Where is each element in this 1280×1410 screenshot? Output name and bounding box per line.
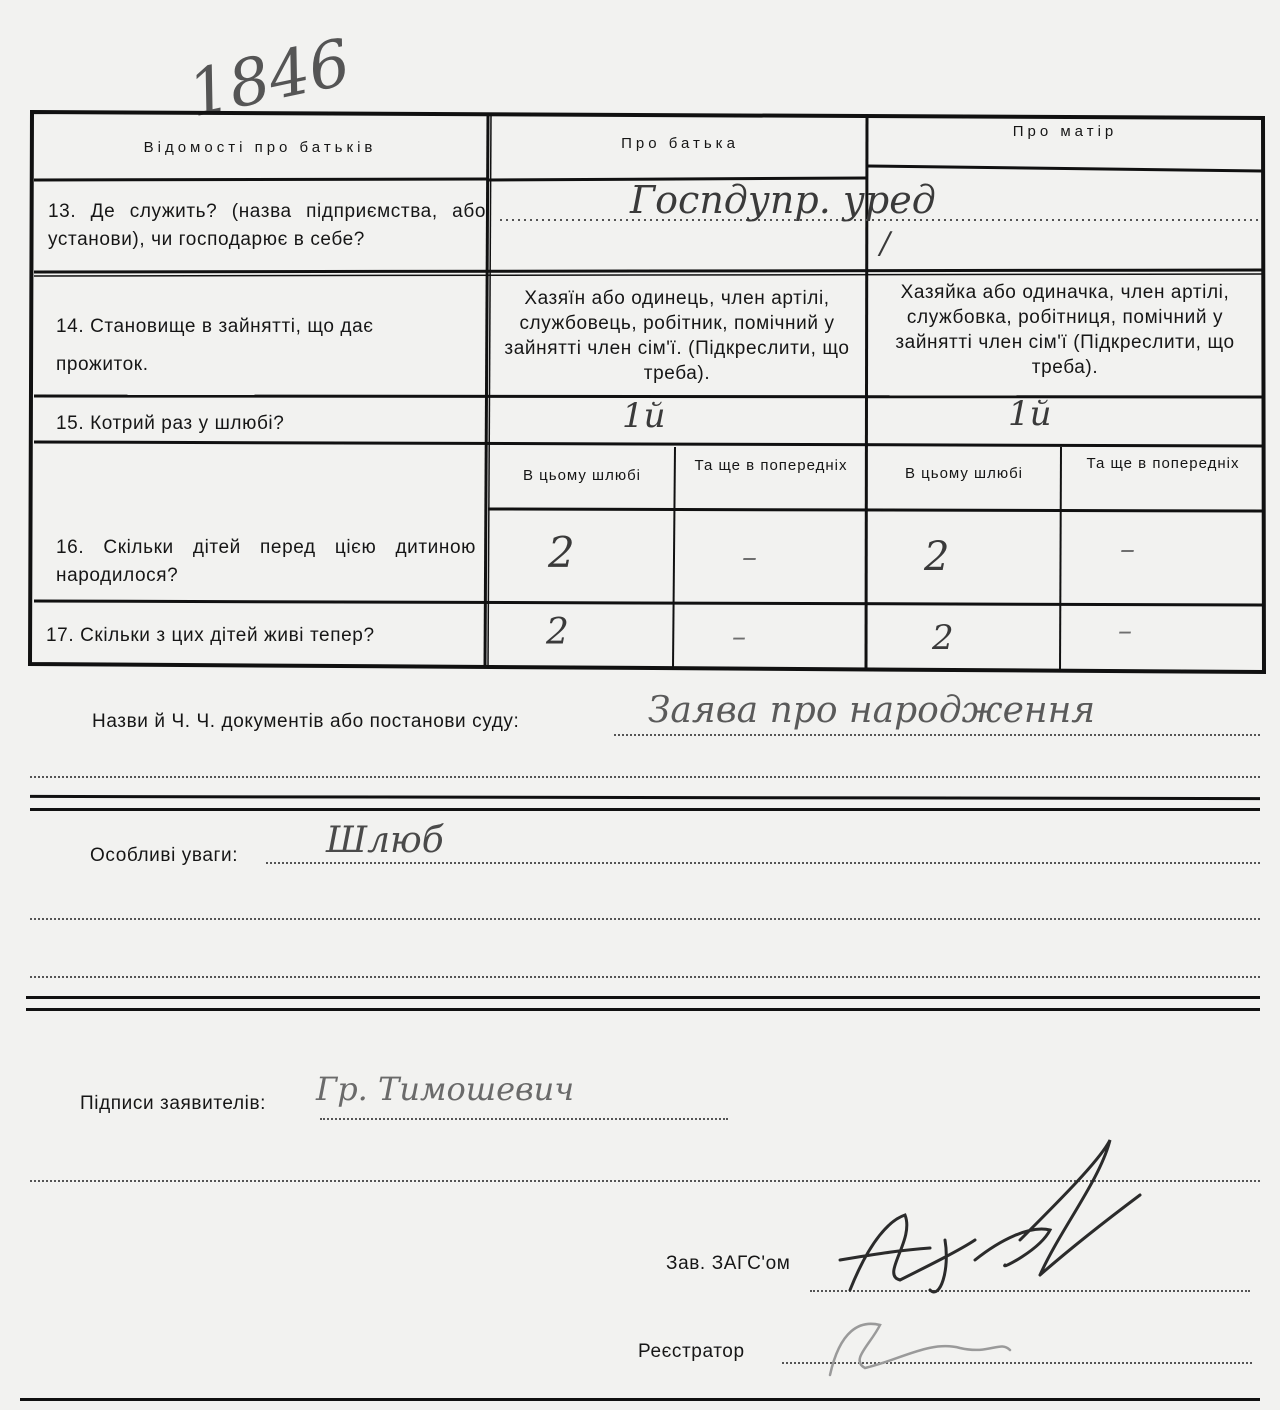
question-16-father-previous: – bbox=[742, 540, 757, 575]
question-13-answer-mother: / bbox=[880, 226, 891, 261]
question-17-father-this: 2 bbox=[546, 612, 569, 653]
head-label: Зав. ЗАГС'ом bbox=[666, 1253, 791, 1274]
notes-value-handwritten: Шлюб bbox=[326, 820, 444, 861]
question-15-answer-father: 1й bbox=[622, 396, 666, 436]
documents-label: Назви й Ч. Ч. документів або постанови суду: bbox=[92, 711, 520, 732]
documents-value-handwritten: Заява про народження bbox=[648, 690, 1096, 731]
question-16-label: 16. Скільки дітей перед цією дитиною народилося? bbox=[56, 537, 476, 586]
header-mother-column: Про матір bbox=[1012, 123, 1118, 140]
bottom-rule bbox=[20, 1398, 1260, 1401]
question-17-label: 17. Скільки з цих дітей живі тепер? bbox=[46, 625, 375, 646]
question-17-mother-previous: – bbox=[1118, 614, 1132, 647]
notes-label: Особливі уваги: bbox=[90, 845, 239, 866]
question-14-father-options: Хазяїн або одинець, член артілі, службовець, робітник, помічний у зайнятті член сім'ї. (Підкреслити, що треба). bbox=[504, 288, 850, 384]
question-15-label: 15. Котрий раз у шлюбі? bbox=[56, 413, 285, 434]
question-15-answer-mother: 1й bbox=[1008, 394, 1052, 434]
record-number-handwritten: 1846 bbox=[182, 25, 357, 133]
question-16-father-this-marriage-header: В цьому шлюбі bbox=[522, 467, 642, 484]
question-16-mother-this-marriage-header: В цьому шлюбі bbox=[904, 465, 1024, 482]
applicants-label: Підписи заявителів: bbox=[80, 1093, 267, 1114]
question-16-mother-previous-header: Та ще в попередніх bbox=[1086, 455, 1240, 472]
question-17-mother-this: 2 bbox=[932, 618, 954, 658]
question-13-answer-father: Госпдупр. уред bbox=[630, 178, 936, 222]
question-16-father-previous-header: Та ще в попередніх bbox=[694, 457, 848, 474]
question-14-mother-options: Хазяйка або одиначка, член артілі, службовка, робітниця, помічний у зайнятті член сім'ї (Підкреслити, що треба). bbox=[895, 282, 1235, 378]
question-17-father-previous: – bbox=[732, 620, 746, 653]
question-16-mother-this: 2 bbox=[924, 534, 950, 580]
header-info-column: Відомості про батьків bbox=[143, 139, 377, 156]
applicants-signature: Гр. Тимошевич bbox=[316, 1070, 575, 1108]
header-father-column: Про батька bbox=[621, 135, 739, 152]
question-16-father-this: 2 bbox=[548, 528, 575, 577]
question-14-label: 14. Становище в зайнятті, що дає прожиток. bbox=[56, 316, 374, 375]
registrar-label: Реєстратор bbox=[638, 1341, 745, 1362]
question-13-label: 13. Де служить? (назва підприємства, або установи), чи господарює в себе? bbox=[48, 201, 486, 250]
question-16-mother-previous: – bbox=[1120, 532, 1135, 567]
